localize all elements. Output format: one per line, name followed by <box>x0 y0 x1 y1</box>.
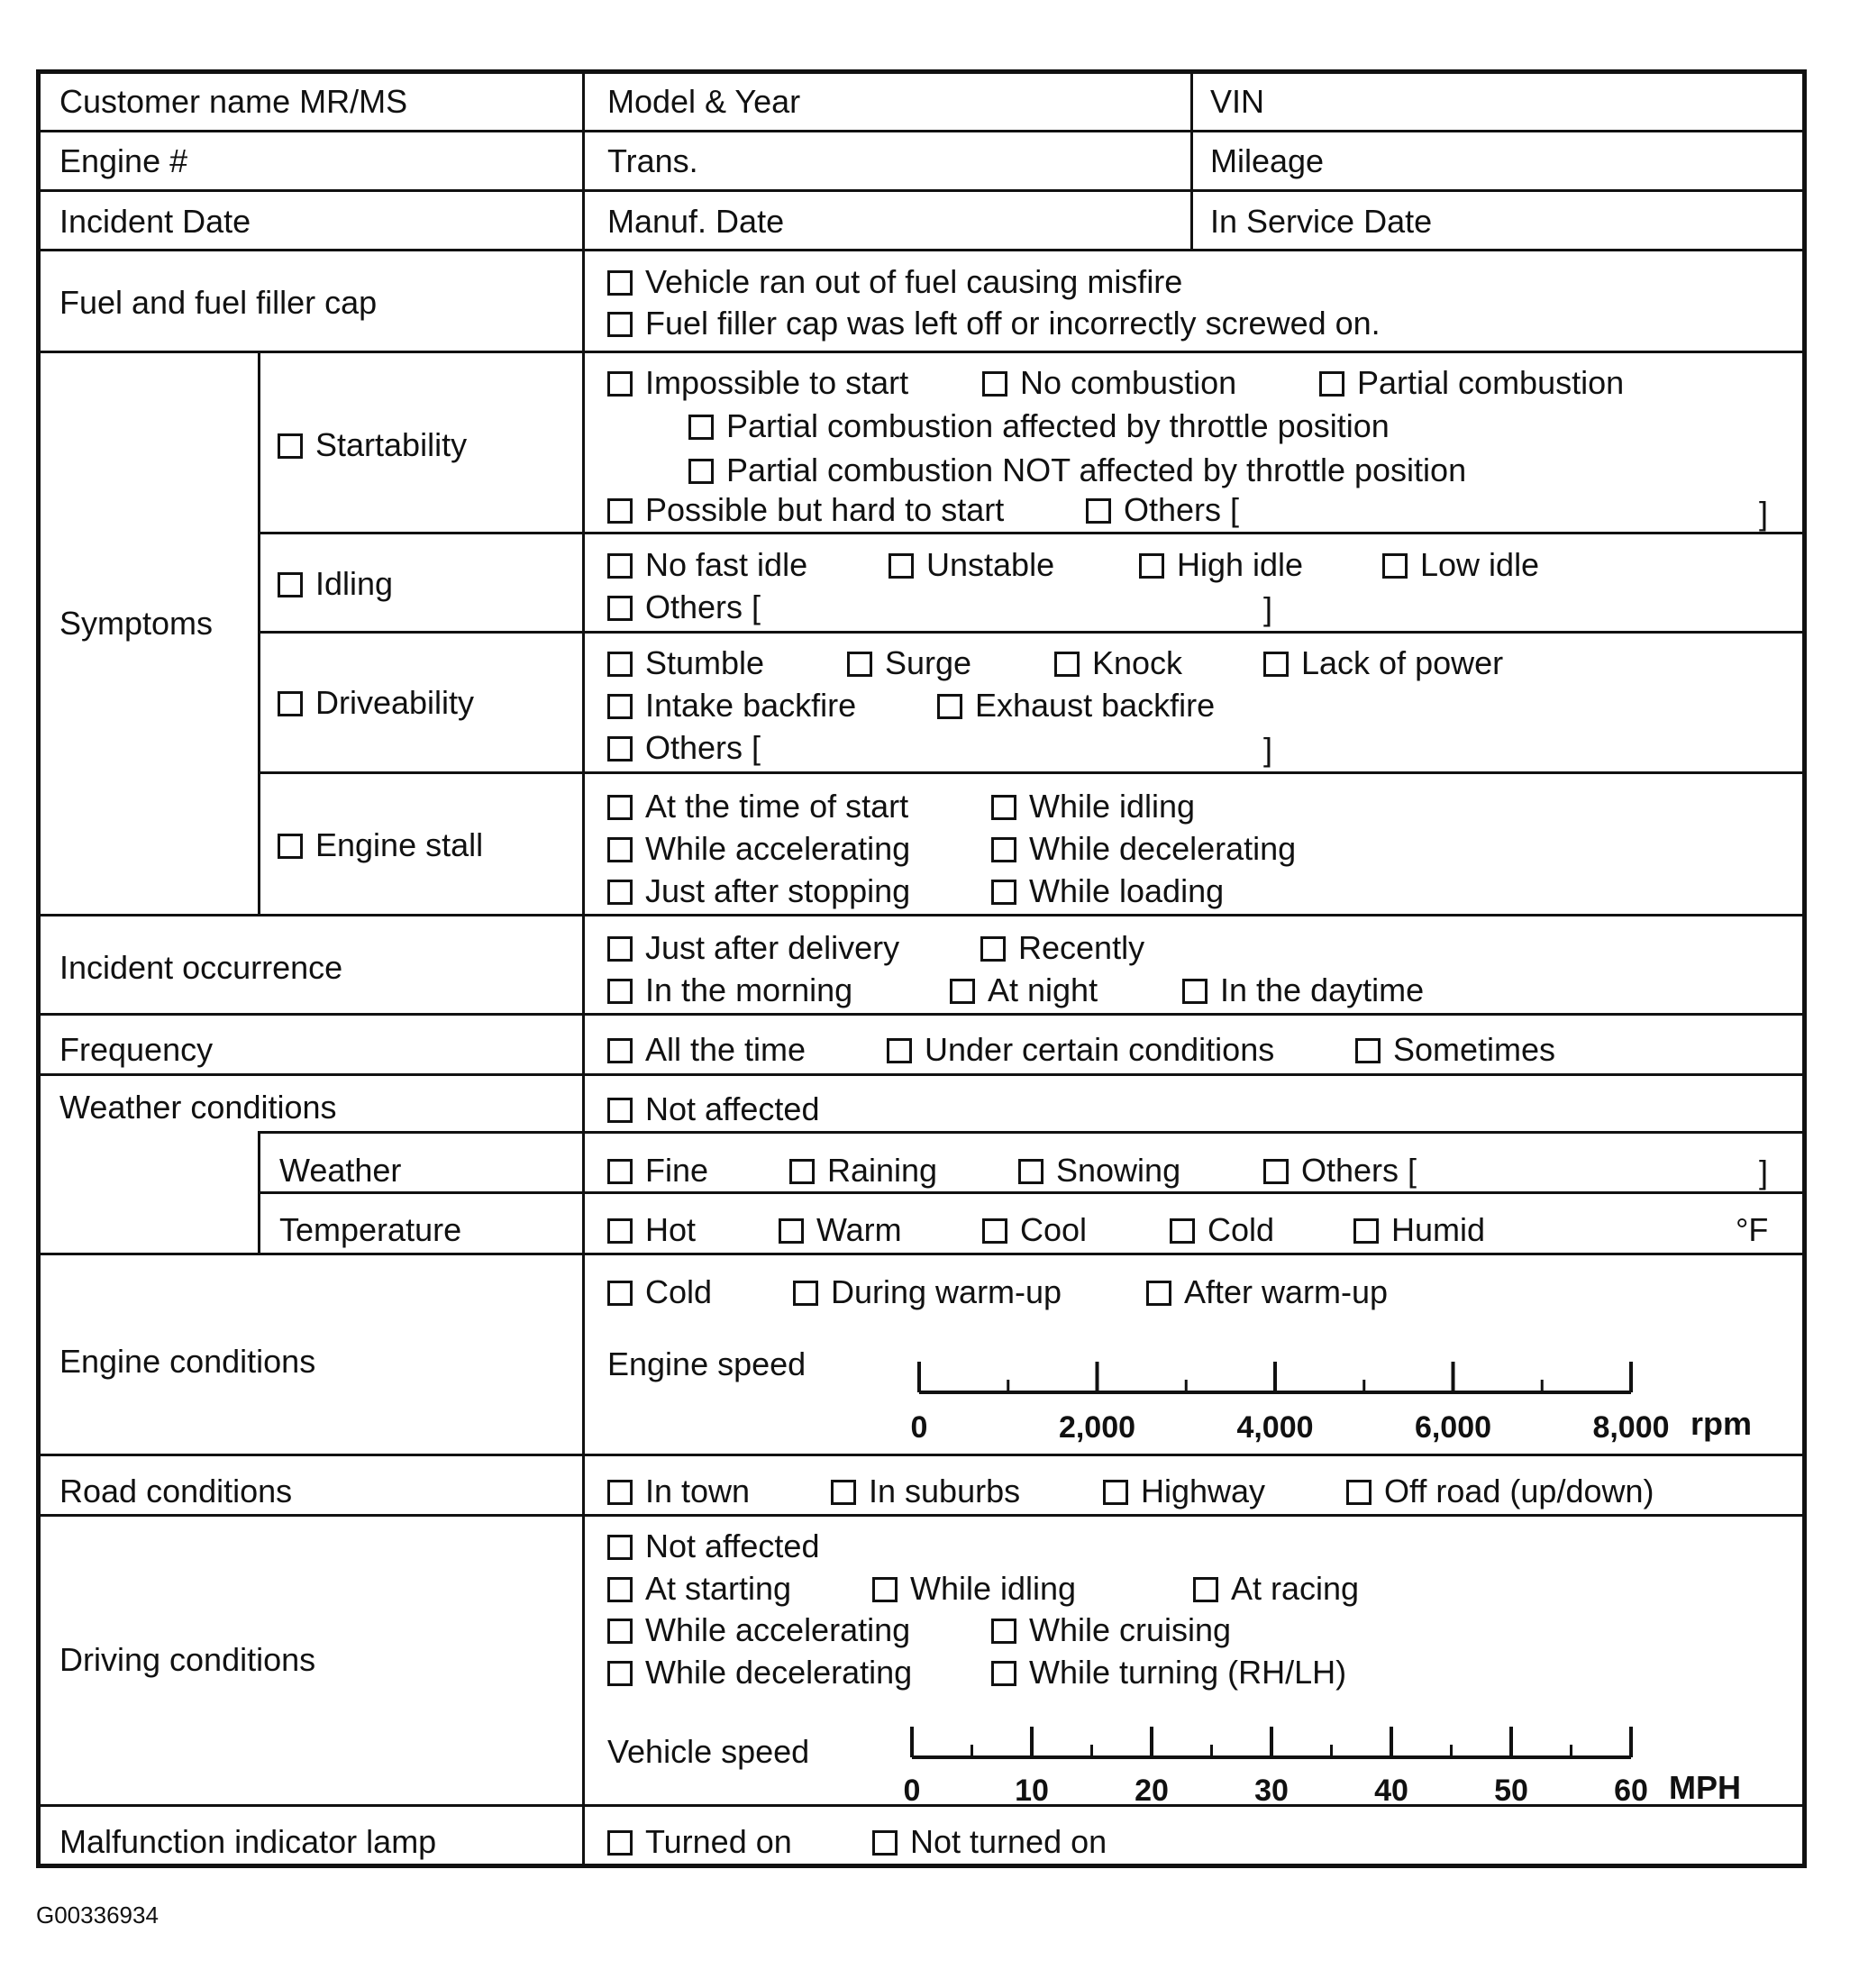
option-driveability-others[interactable]: Others [ <box>607 730 761 766</box>
checkbox[interactable] <box>688 415 714 440</box>
row-divider <box>258 1131 1807 1134</box>
option-sometimes[interactable]: Sometimes <box>1355 1032 1555 1068</box>
option-intake-backfire[interactable]: Intake backfire <box>607 688 856 724</box>
row-divider <box>36 249 1807 251</box>
option-all-the-time[interactable]: All the time <box>607 1032 806 1068</box>
row-divider <box>36 1514 1807 1517</box>
checkbox[interactable] <box>607 1619 633 1644</box>
checkbox[interactable] <box>607 795 633 820</box>
checkbox[interactable] <box>980 936 1006 962</box>
option-warm[interactable]: Warm <box>779 1212 902 1248</box>
option-night[interactable]: At night <box>950 972 1098 1008</box>
closing-bracket: ] <box>1759 1154 1769 1190</box>
option-hard-to-start[interactable]: Possible but hard to start <box>607 492 1004 528</box>
option-suburbs[interactable]: In suburbs <box>831 1473 1020 1509</box>
checkbox[interactable] <box>991 1661 1016 1686</box>
tick-label: 50 <box>1494 1774 1528 1808</box>
engine-speed-unit: rpm <box>1691 1405 1753 1442</box>
option-certain-conditions[interactable]: Under certain conditions <box>887 1032 1274 1068</box>
option-highway[interactable]: Highway <box>1103 1473 1265 1509</box>
option-while-loading[interactable]: While loading <box>991 873 1224 909</box>
column-divider <box>582 69 585 1868</box>
checkbox[interactable] <box>991 837 1016 862</box>
option-in-town[interactable]: In town <box>607 1473 750 1509</box>
tick-label: 0 <box>910 1410 928 1445</box>
option-cruising[interactable]: While cruising <box>991 1612 1231 1648</box>
option-driving-idling[interactable]: While idling <box>872 1571 1076 1607</box>
option-no-fast-idle[interactable]: No fast idle <box>607 547 807 583</box>
row-divider <box>258 1191 1807 1194</box>
checkbox[interactable] <box>1319 371 1344 397</box>
option-driving-decelerating[interactable]: While decelerating <box>607 1655 912 1691</box>
row-divider <box>36 351 1807 353</box>
checkbox[interactable] <box>1193 1577 1218 1602</box>
checkbox[interactable] <box>991 795 1016 820</box>
checkbox[interactable] <box>607 979 633 1004</box>
checkbox[interactable] <box>607 1218 633 1244</box>
checkbox[interactable] <box>1382 553 1408 579</box>
tick-label: 40 <box>1374 1774 1408 1808</box>
engine-speed-scale <box>892 1356 1670 1446</box>
row-divider <box>36 1804 1807 1807</box>
checkbox[interactable] <box>607 1480 633 1505</box>
checkbox[interactable] <box>991 880 1016 905</box>
row-divider <box>36 1253 1807 1255</box>
option-time-of-start[interactable]: At the time of start <box>607 789 908 825</box>
checkbox[interactable] <box>607 553 633 579</box>
option-daytime[interactable]: In the daytime <box>1182 972 1424 1008</box>
row-divider <box>36 1073 1807 1076</box>
row-divider <box>258 532 1807 534</box>
checkbox[interactable] <box>1146 1281 1171 1306</box>
option-after-delivery[interactable]: Just after delivery <box>607 930 899 966</box>
option-partial-combustion[interactable]: Partial combustion <box>1319 365 1624 401</box>
option-hot[interactable]: Hot <box>607 1212 696 1248</box>
checkbox[interactable] <box>1346 1480 1372 1505</box>
tick-label: 6,000 <box>1414 1410 1492 1445</box>
in-service-date-label: In Service Date <box>1210 203 1433 240</box>
column-divider <box>1190 69 1193 249</box>
closing-bracket: ] <box>1263 590 1273 627</box>
checkbox[interactable] <box>1086 498 1111 524</box>
option-snowing[interactable]: Snowing <box>1018 1153 1180 1189</box>
tick-label: 4,000 <box>1236 1410 1314 1445</box>
checkbox[interactable] <box>872 1830 898 1856</box>
row-divider <box>36 189 1807 192</box>
checkbox[interactable] <box>1139 553 1164 579</box>
tick-label: 8,000 <box>1592 1410 1670 1445</box>
manuf-date-label: Manuf. Date <box>607 203 785 240</box>
checkbox[interactable] <box>607 312 633 337</box>
option-stall-while-idling[interactable]: While idling <box>991 789 1195 825</box>
checkbox[interactable] <box>607 736 633 761</box>
option-lack-of-power[interactable]: Lack of power <box>1263 645 1503 681</box>
option-driving-accelerating[interactable]: While accelerating <box>607 1612 910 1648</box>
checkbox[interactable] <box>607 498 633 524</box>
row-divider <box>36 1454 1807 1456</box>
option-raining[interactable]: Raining <box>789 1153 937 1189</box>
engine-number-label: Engine # <box>59 142 188 179</box>
checkbox[interactable] <box>779 1218 804 1244</box>
closing-bracket: ] <box>1263 731 1273 768</box>
frequency-label: Frequency <box>59 1031 214 1068</box>
option-impossible-to-start[interactable]: Impossible to start <box>607 365 908 401</box>
option-engine-cold[interactable]: Cold <box>607 1274 712 1310</box>
checkbox[interactable] <box>950 979 975 1004</box>
checkbox[interactable] <box>607 837 633 862</box>
option-idling-others[interactable]: Others [ <box>607 589 761 625</box>
checkbox[interactable] <box>1353 1218 1379 1244</box>
column-divider <box>258 351 260 914</box>
checkbox[interactable] <box>607 371 633 397</box>
option-after-warmup[interactable]: After warm-up <box>1146 1274 1388 1310</box>
checkbox[interactable] <box>278 834 303 859</box>
mil-label: Malfunction indicator lamp <box>59 1823 437 1860</box>
option-after-stopping[interactable]: Just after stopping <box>607 873 910 909</box>
occurrence-label: Incident occurrence <box>59 949 343 986</box>
vin-label: VIN <box>1210 83 1265 120</box>
tick-label: 60 <box>1614 1774 1648 1808</box>
model-year-label: Model & Year <box>607 83 801 120</box>
row-divider <box>36 1013 1807 1016</box>
option-stall-decelerating[interactable]: While decelerating <box>991 831 1296 867</box>
checkbox[interactable] <box>278 691 303 716</box>
startability-option[interactable]: Startability <box>278 427 467 463</box>
option-driving-not-affected[interactable]: Not affected <box>607 1528 819 1564</box>
option-weather-others[interactable]: Others [ <box>1263 1153 1417 1189</box>
checkbox[interactable] <box>1103 1480 1128 1505</box>
fuel-option-cap[interactable]: Fuel filler cap was left off or incorrectly screwed on. <box>607 305 1381 342</box>
fuel-option-ran-out[interactable]: Vehicle ran out of fuel causing misfire <box>607 264 1182 300</box>
checkbox[interactable] <box>607 1281 633 1306</box>
option-knock[interactable]: Knock <box>1054 645 1182 681</box>
column-divider <box>258 1131 260 1253</box>
weather-label: Weather <box>279 1152 402 1189</box>
road-conditions-label: Road conditions <box>59 1473 293 1509</box>
tick-label: 2,000 <box>1058 1410 1136 1445</box>
driveability-option[interactable]: Driveability <box>278 685 474 721</box>
checkbox[interactable] <box>982 1218 1007 1244</box>
option-fine[interactable]: Fine <box>607 1153 708 1189</box>
option-not-turned-on[interactable]: Not turned on <box>872 1824 1107 1860</box>
checkbox[interactable] <box>607 1535 633 1560</box>
tick-label: 0 <box>903 1774 921 1808</box>
checkbox[interactable] <box>793 1281 818 1306</box>
option-recently[interactable]: Recently <box>980 930 1144 966</box>
option-at-racing[interactable]: At racing <box>1193 1571 1359 1607</box>
checkbox[interactable] <box>607 694 633 719</box>
tick-label: 10 <box>1015 1774 1049 1808</box>
option-weather-not-affected[interactable]: Not affected <box>607 1091 819 1127</box>
option-stumble[interactable]: Stumble <box>607 645 764 681</box>
temperature-unit: °F <box>1736 1211 1769 1248</box>
checkbox[interactable] <box>607 1577 633 1602</box>
checkbox[interactable] <box>688 459 714 484</box>
temperature-label: Temperature <box>279 1211 462 1248</box>
checkbox[interactable] <box>278 572 303 597</box>
row-divider <box>36 914 1807 916</box>
engine-speed-label: Engine speed <box>607 1345 807 1382</box>
option-cool[interactable]: Cool <box>982 1212 1087 1248</box>
option-cold[interactable]: Cold <box>1170 1212 1274 1248</box>
checkbox[interactable] <box>607 1159 633 1184</box>
checkbox[interactable] <box>278 433 303 459</box>
option-low-idle[interactable]: Low idle <box>1382 547 1539 583</box>
tick-label: 20 <box>1135 1774 1169 1808</box>
vehicle-speed-label: Vehicle speed <box>607 1733 810 1770</box>
weather-conditions-label: Weather conditions <box>59 1089 337 1126</box>
checkbox[interactable] <box>1170 1218 1195 1244</box>
vehicle-speed-unit: MPH <box>1669 1769 1741 1806</box>
option-humid[interactable]: Humid <box>1353 1212 1485 1248</box>
checkbox[interactable] <box>1182 979 1208 1004</box>
tick-label: 30 <box>1254 1774 1289 1808</box>
checkbox[interactable] <box>607 1098 633 1123</box>
checkbox[interactable] <box>847 652 872 677</box>
row-divider <box>36 130 1807 132</box>
checkbox[interactable] <box>607 1661 633 1686</box>
fuel-label: Fuel and fuel filler cap <box>59 284 378 321</box>
option-at-starting[interactable]: At starting <box>607 1571 791 1607</box>
checkbox[interactable] <box>1263 652 1289 677</box>
idling-option[interactable]: Idling <box>278 566 393 602</box>
closing-bracket: ] <box>1759 495 1769 532</box>
checkbox[interactable] <box>991 1619 1016 1644</box>
option-surge[interactable]: Surge <box>847 645 971 681</box>
option-partial-affected[interactable]: Partial combustion affected by throttle position <box>688 408 1390 444</box>
option-turning[interactable]: While turning (RH/LH) <box>991 1655 1346 1691</box>
checkbox[interactable] <box>607 1830 633 1856</box>
row-divider <box>258 631 1807 634</box>
checkbox[interactable] <box>1018 1159 1043 1184</box>
incident-date-label: Incident Date <box>59 203 251 240</box>
mileage-label: Mileage <box>1210 142 1325 179</box>
option-warmup[interactable]: During warm-up <box>793 1274 1062 1310</box>
driving-conditions-label: Driving conditions <box>59 1641 316 1678</box>
option-stall-accelerating[interactable]: While accelerating <box>607 831 910 867</box>
engine-conditions-label: Engine conditions <box>59 1343 316 1380</box>
checkbox[interactable] <box>607 880 633 905</box>
option-exhaust-backfire[interactable]: Exhaust backfire <box>937 688 1215 724</box>
checkbox[interactable] <box>872 1577 898 1602</box>
checkbox[interactable] <box>1054 652 1080 677</box>
checkbox[interactable] <box>607 652 633 677</box>
checkbox[interactable] <box>607 1038 633 1063</box>
figure-id: G00336934 <box>36 1901 159 1929</box>
checkbox[interactable] <box>937 694 962 719</box>
checkbox[interactable] <box>889 553 914 579</box>
trans-label: Trans. <box>607 142 698 179</box>
customer-name-label: Customer name MR/MS <box>59 83 408 120</box>
vehicle-speed-scale <box>892 1721 1658 1808</box>
checkbox[interactable] <box>607 596 633 621</box>
checkbox[interactable] <box>1263 1159 1289 1184</box>
option-partial-not-affected[interactable]: Partial combustion NOT affected by throttle position <box>688 452 1466 488</box>
option-high-idle[interactable]: High idle <box>1139 547 1303 583</box>
checkbox[interactable] <box>982 371 1007 397</box>
checkbox[interactable] <box>607 270 633 296</box>
symptoms-label: Symptoms <box>59 605 214 642</box>
option-unstable[interactable]: Unstable <box>889 547 1054 583</box>
option-turned-on[interactable]: Turned on <box>607 1824 792 1860</box>
checkbox[interactable] <box>1355 1038 1381 1063</box>
checkbox[interactable] <box>607 936 633 962</box>
option-startability-others[interactable]: Others [ <box>1086 492 1239 528</box>
engine-stall-option[interactable]: Engine stall <box>278 827 483 863</box>
checkbox[interactable] <box>831 1480 856 1505</box>
checkbox[interactable] <box>887 1038 912 1063</box>
checkbox[interactable] <box>789 1159 815 1184</box>
option-morning[interactable]: In the morning <box>607 972 852 1008</box>
option-no-combustion[interactable]: No combustion <box>982 365 1236 401</box>
option-off-road[interactable]: Off road (up/down) <box>1346 1473 1654 1509</box>
row-divider <box>258 771 1807 774</box>
